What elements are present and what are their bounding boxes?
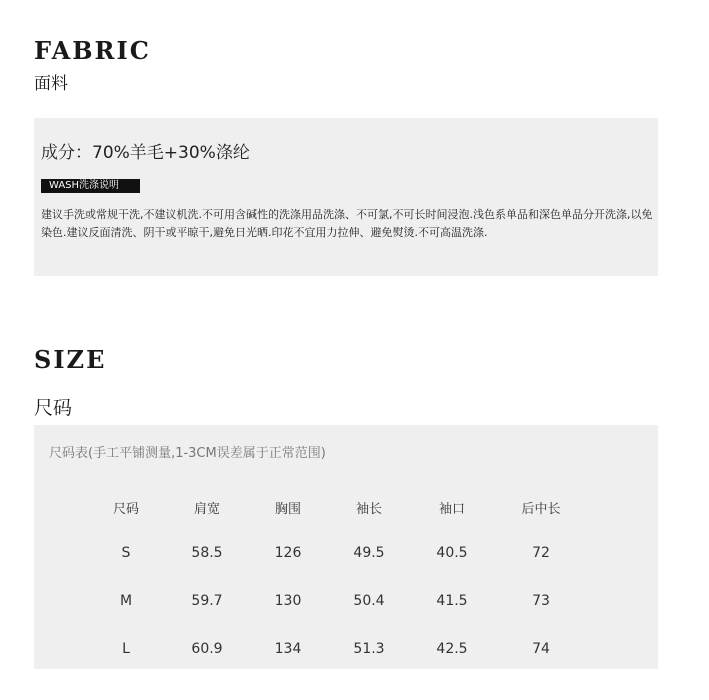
table-row: [34, 593, 658, 613]
size-subtitle: 尺码: [34, 397, 73, 419]
header-cell: 后中长: [521, 502, 561, 517]
wash-label: WASH洗涤说明: [41, 179, 140, 193]
table-cell: 51.3: [353, 641, 385, 657]
table-cell: 41.5: [436, 593, 468, 609]
table-cell: 134: [274, 641, 302, 657]
table-cell: 50.4: [353, 593, 385, 609]
size-title: SIZE: [34, 345, 107, 374]
table-row: [34, 641, 658, 661]
table-cell: 60.9: [191, 641, 223, 657]
size-table-note: 尺码表(手工平铺测量,1-3CM误差属于正常范围): [49, 446, 326, 461]
care-instructions: 建议手洗或常规干洗,不建议机洗.不可用含碱性的洗涤用品洗涤、不可氯,不可长时间浸泡.浅色系单品和深色单品分开洗涤,以免染色.建议反面清洗、阴干或平晾干,避免日光晒.印花不宜用力拉伸、避免熨烫.不可高温洗涤.: [41, 208, 653, 239]
header-cell: 尺码: [112, 502, 139, 517]
table-cell: 59.7: [191, 593, 223, 609]
table-cell: 130: [274, 593, 302, 609]
header-cell: 袖长: [355, 502, 382, 517]
table-cell: 42.5: [436, 641, 468, 657]
size-table-header: [34, 498, 658, 518]
header-cell: 肩宽: [193, 502, 220, 517]
table-cell: 126: [274, 545, 302, 561]
table-cell: M: [119, 593, 133, 609]
table-cell: 58.5: [191, 545, 223, 561]
table-row: [34, 545, 658, 565]
header-cell: 袖口: [438, 502, 465, 517]
table-cell: 74: [532, 641, 550, 657]
size-table-panel: [34, 425, 658, 669]
fabric-title: FABRIC: [34, 36, 151, 65]
table-cell: S: [121, 545, 131, 561]
table-cell: L: [122, 641, 130, 657]
header-cell: 胸围: [274, 502, 301, 517]
fabric-subtitle: 面料: [34, 74, 68, 94]
table-cell: 49.5: [353, 545, 385, 561]
fabric-composition: 成分：70%羊毛+30%涤纶: [41, 143, 250, 163]
table-cell: 40.5: [436, 545, 468, 561]
table-cell: 72: [532, 545, 550, 561]
fabric-panel: [34, 118, 658, 276]
table-cell: 73: [532, 593, 550, 609]
